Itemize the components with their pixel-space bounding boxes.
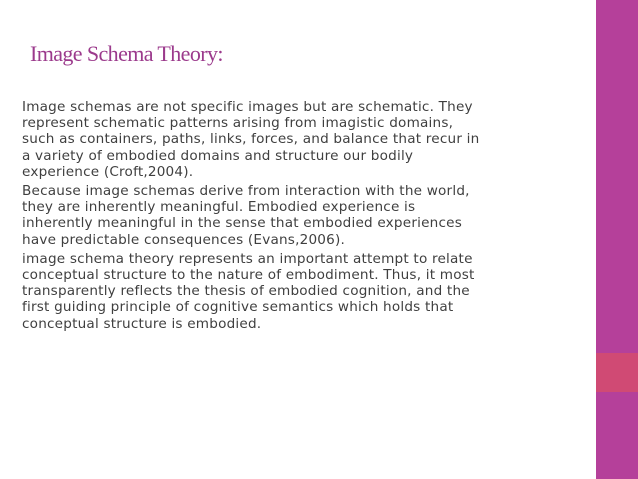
paragraph-theory: image schema theory represents an important attempt to relate conceptual structure to the nature of embodiment. Thus, it most transparently reflects the thesis of embodied cognition, and the first guiding principle of cognitive semantics which holds that conceptual structure is embodied. <box>22 250 475 332</box>
paragraph-meaningful: Because image schemas derive from interaction with the world, they are inherently meaningful. Embodied experience is inherently meaningful in the sense that embodied experiences have predictable consequences (Evans,2006). <box>22 183 470 248</box>
accent-bar <box>596 0 638 479</box>
slide-title: Image Schema Theory: <box>30 41 223 66</box>
paragraph-image-schemas: Image schemas are not specific images but are schematic. They represent schematic patterns arising from imagistic domains, such as containers, paths, links, forces, and balance that recur in a variety of embodied domains and structure our bodily experience (Croft,2004). <box>22 99 480 180</box>
accent-bar-bottom <box>596 392 638 479</box>
accent-bar-main <box>596 0 638 353</box>
slide-body <box>22 99 490 335</box>
accent-bar-highlight <box>596 353 638 392</box>
